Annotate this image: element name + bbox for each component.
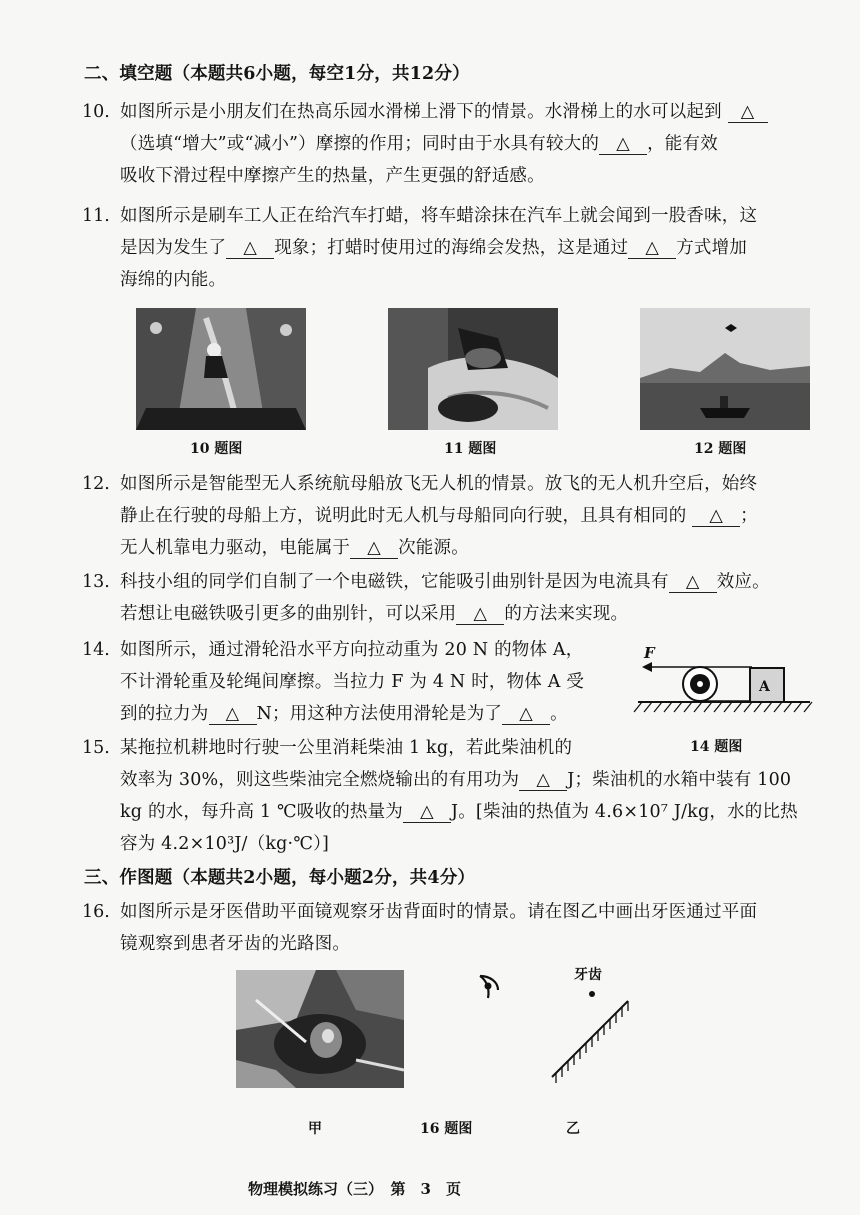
tooth-label: 牙齿 (574, 967, 602, 983)
q11-text-2a: 是因为发生了 (120, 238, 227, 258)
q13-line2 (120, 602, 628, 626)
block-a-label: A (759, 679, 770, 695)
q15-line1: 某拖拉机耕地时行驶一公里消耗柴油 1 kg，若此柴油机的 (120, 738, 573, 758)
q14-line2: 不计滑轮重及轮绳间摩擦。当拉力 F 为 4 N 时，物体 A 受 (120, 672, 585, 692)
eye-icon (476, 972, 502, 1000)
q11-number: 11. (82, 206, 110, 226)
q11-text-2b: 现象；打蜡时使用过的海绵会发热，这是通过 (274, 238, 629, 258)
q11-line3: 海绵的内能。 (120, 270, 227, 290)
q12-text-3b: 次能源。 (398, 538, 469, 558)
q15-text-2a: 效率为 30%，则这些柴油完全燃烧输出的有用功为 (120, 770, 520, 790)
q14-blank-2: △ (502, 704, 550, 725)
q12-line2 (120, 504, 758, 528)
tooth-point (589, 991, 595, 997)
q13-blank-1: △ (669, 572, 717, 593)
figure-10-photo (136, 308, 306, 430)
q16-line1: 如图所示是牙医借助平面镜观察牙齿背面时的情景。请在图乙中画出牙医通过平面 (120, 902, 758, 922)
q10-blank-1: △ (728, 102, 768, 123)
figure-10-caption: 10 题图 (190, 441, 243, 457)
figure-11-caption: 11 题图 (444, 441, 497, 457)
q15-text-3b: J。[柴油的热值为 4.6×10⁷ J/kg，水的比热 (451, 802, 798, 822)
figure-14-caption: 14 题图 (690, 739, 743, 755)
car-waxing-illustration (388, 308, 558, 430)
figure-14-pulley-diagram (630, 640, 814, 720)
plane-mirror (552, 1001, 628, 1077)
q15-number: 15. (82, 738, 110, 758)
q13-text-1b: 效应。 (716, 572, 770, 592)
q12-line1: 如图所示是智能型无人系统航母船放飞无人机的情景。放飞的无人机升空后，始终 (120, 474, 758, 494)
q15-line3 (120, 800, 798, 824)
q14-text-3c: 。 (550, 704, 568, 724)
figure-12-caption: 12 题图 (694, 441, 747, 457)
q11-line1: 如图所示是刷车工人正在给汽车打蜡，将车蜡涂抹在汽车上就会闻到一股香味，这 (120, 206, 758, 226)
section-heading-drawing: 三、作图题（本题共2小题，每小题2分，共4分） (84, 868, 476, 888)
q10-blank-2: △ (599, 134, 647, 155)
q15-line2 (120, 768, 791, 792)
q12-number: 12. (82, 474, 110, 494)
q14-text-3b: N；用这种方法使用滑轮是为了 (256, 704, 503, 724)
q13-blank-2: △ (456, 604, 504, 625)
page-footer: 物理模拟练习（三） 第 3 页 (248, 1180, 461, 1198)
q12-blank-1: △ (692, 506, 740, 527)
water-slide-illustration (136, 308, 306, 430)
q15-blank-2: △ (403, 802, 451, 823)
q11-line2 (120, 236, 747, 260)
q14-text-3a: 到的拉力为 (120, 704, 209, 724)
q14-line1: 如图所示，通过滑轮沿水平方向拉动重为 20 N 的物体 A， (120, 640, 584, 660)
q13-text-1a: 科技小组的同学们自制了一个电磁铁，它能吸引曲别针是因为电流具有 (120, 572, 669, 592)
q16-line2: 镜观察到患者牙齿的光路图。 (120, 934, 351, 954)
ground-hatching (634, 702, 812, 712)
q15-line4: 容为 4.2×10³J/（kg·℃）] (120, 834, 330, 854)
q10-line3: 吸收下滑过程中摩擦产生的热量，产生更强的舒适感。 (120, 166, 545, 186)
figure-16-yi-label: 乙 (566, 1121, 580, 1137)
drone-ship-illustration (640, 308, 810, 430)
q12-blank-2: △ (350, 538, 398, 559)
force-arrow-icon (642, 662, 652, 672)
q13-text-2a: 若想让电磁铁吸引更多的曲别针，可以采用 (120, 604, 457, 624)
q14-number: 14. (82, 640, 110, 660)
section-heading-fill-in: 二、填空题（本题共6小题，每空1分，共12分） (84, 64, 470, 84)
dentist-mirror-illustration (236, 970, 404, 1088)
q10-number: 10. (82, 102, 110, 122)
q16-number: 16. (82, 902, 110, 922)
force-label: F (644, 644, 655, 662)
q13-line1 (120, 570, 770, 594)
q15-blank-1: △ (519, 770, 567, 791)
q11-blank-1: △ (226, 238, 274, 259)
q13-text-2b: 的方法来实现。 (504, 604, 629, 624)
q14-blank-1: △ (209, 704, 257, 725)
q11-text-2c: 方式增加 (676, 238, 748, 258)
q10-text-2b: ，能有效 (647, 134, 718, 154)
q10-line1 (120, 100, 768, 124)
figure-16-jia-label: 甲 (308, 1121, 322, 1137)
figure-12-photo (640, 308, 810, 430)
q10-line2 (120, 132, 718, 156)
mirror-hatching (556, 1001, 628, 1083)
figure-16-jia-photo (236, 970, 404, 1088)
q10-text-2a: （选填“增大”或“减小”）摩擦的作用；同时由于水具有较大的 (120, 134, 600, 154)
q12-text-3a: 无人机靠电力驱动，电能属于 (120, 538, 351, 558)
q12-text-2a: 静止在行驶的母船上方，说明此时无人机与母船同向行驶，且具有相同的 (120, 506, 687, 526)
q11-blank-2: △ (628, 238, 676, 259)
q12-line3 (120, 536, 469, 560)
q13-number: 13. (82, 572, 110, 592)
q10-text-1: 如图所示是小朋友们在热高乐园水滑梯上滑下的情景。水滑梯上的水可以起到 (120, 102, 722, 122)
q14-line3 (120, 702, 568, 726)
q12-text-2b: ； (740, 506, 758, 526)
figure-16-caption: 16 题图 (420, 1121, 473, 1137)
q15-text-3a: kg 的水，每升高 1 ℃吸收的热量为 (120, 802, 404, 822)
figure-11-photo (388, 308, 558, 430)
q15-text-2b: J；柴油机的水箱中装有 100 (567, 770, 792, 790)
figure-16-yi-mirror-diagram (540, 985, 640, 1085)
